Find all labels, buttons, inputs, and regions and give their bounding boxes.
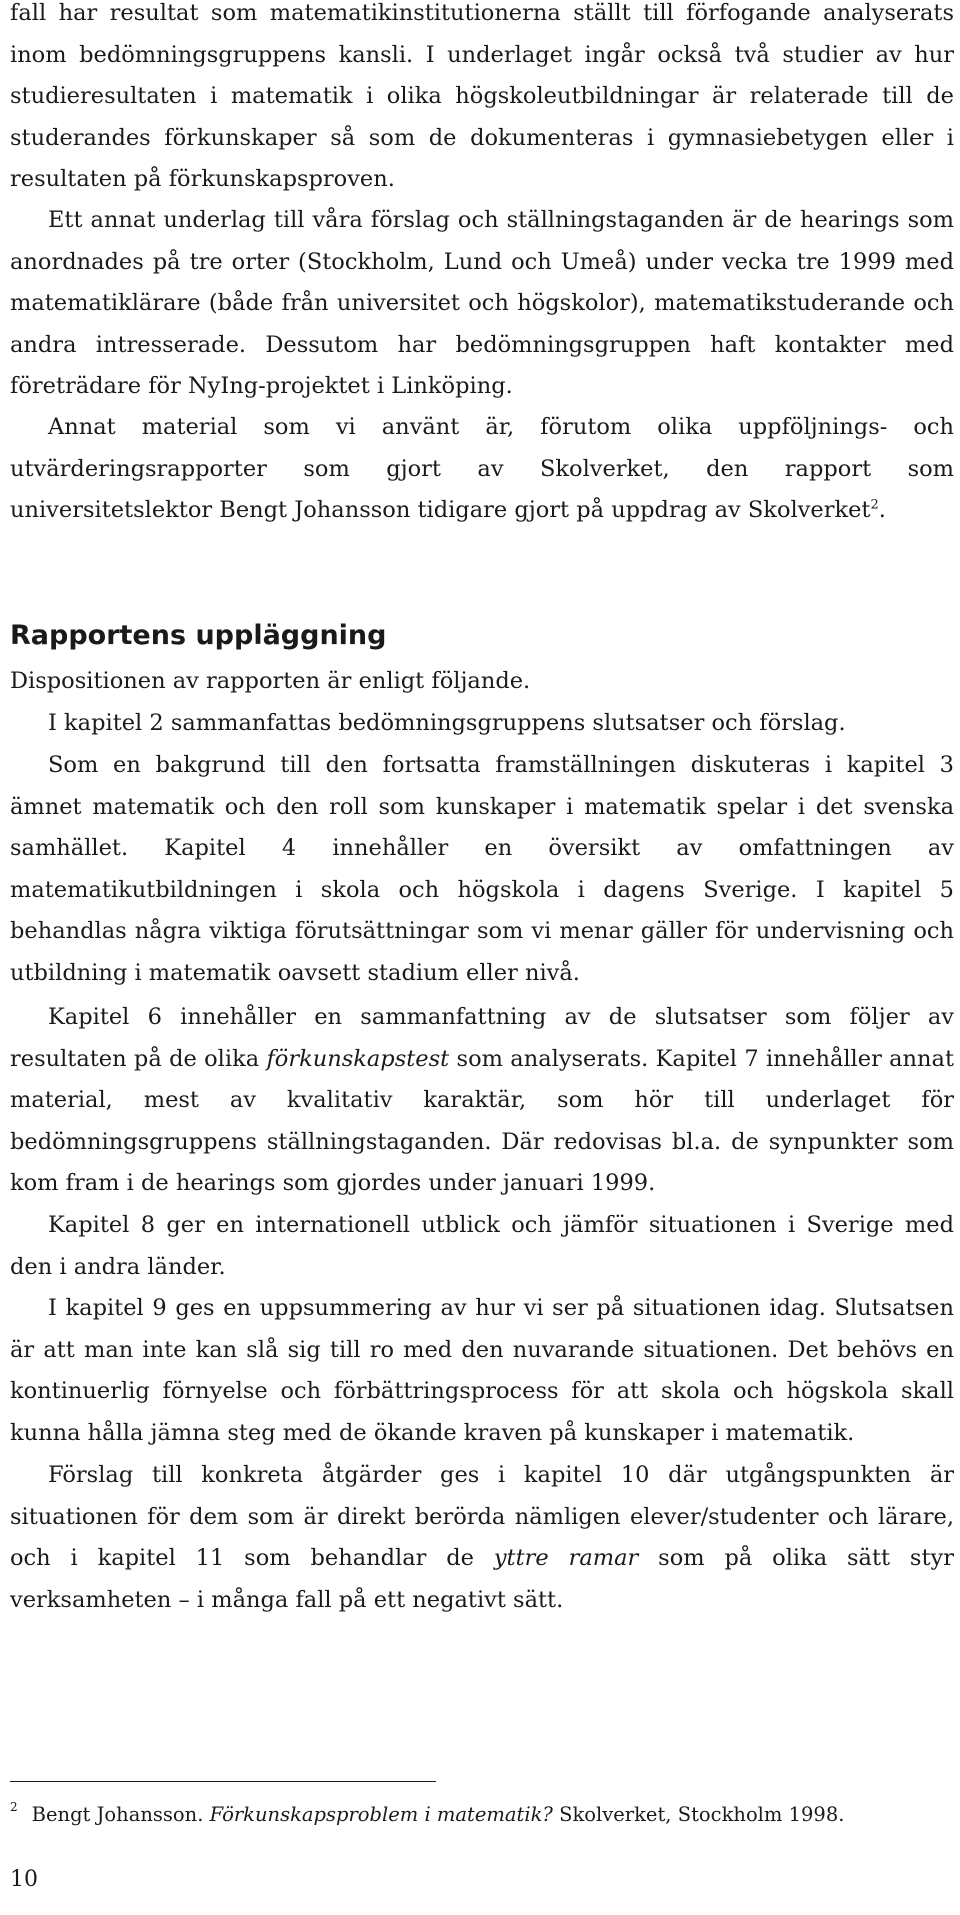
footnote-number: 2 (10, 1799, 18, 1814)
page-number: 10 (10, 1867, 38, 1892)
body-paragraph: I kapitel 9 ges en uppsummering av hur vi ser på situationen idag. Slutsatsen är att man inte kan slå sig till ro med den nuvarande situationen. Det behövs en kontinuerlig förnyelse och förbättringsprocess för att skola och högskola skall kunna hålla jämna steg med de ökande kraven på kunskaper i matematik. (10, 1295, 954, 1446)
footnote-title: Förkunskapsproblem i matematik? (209, 1803, 553, 1826)
body-paragraph: fall har resultat som matematikinstitutionerna ställt till förfogande analyserats inom bedömningsgruppens kansli. I underlaget ingår också två studier av hur studieresultaten i matematik i olika högskoleutbildningar är relaterade till de studerandes förkunskaper så som de dokumenteras i gymnasiebetygen eller i resultaten på förkunskapsproven. (10, 0, 954, 192)
body-paragraph: Ett annat underlag till våra förslag och ställningstaganden är de hearings som anordnades på tre orter (Stockholm, Lund och Umeå) under vecka tre 1999 med matematiklärare (både från universitet och högskolor), matematikstuderande och andra intresserade. Dessutom har bedömningsgruppen haft kontakter med företrädare för NyIng-projektet i Linköping. (10, 207, 954, 399)
section-heading: Rapportens uppläggning (10, 620, 387, 651)
body-paragraph: Förslag till konkreta åtgärder ges i kapitel 10 där utgångspunkten är situationen för dem som är direkt berörda nämligen elever/studenter och lärare, och i kapitel 11 som behandlar de yttre ramar som på olika sätt styr verksamheten – i många fall på ett negativt sätt. (10, 1462, 954, 1613)
footnote-reference: 2 (870, 497, 879, 513)
body-paragraph: Annat material som vi använt är, förutom olika uppföljnings- och utvärderingsrapporter som gjort av Skolverket, den rapport som universitetslektor Bengt Johansson tidigare gjort på uppdrag av Skolverket$^2$. (10, 414, 954, 523)
emphasis-term: yttre ramar (493, 1545, 639, 1571)
body-paragraph: Kapitel 6 innehåller en sammanfattning av de slutsatser som följer av resultaten på de olika förkunskapstest som analyserats. Kapitel 7 innehåller annat material, mest av kvalitativ karaktär, som hör till underlaget för bedömningsgruppens ställningstaganden. Där redovisas bl.a. de synpunkter som kom fram i de hearings som gjordes under januari 1999. (10, 1004, 954, 1196)
footnote: $^2$ Bengt Johansson. Förkunskapsproblem i matematik? Skolverket, Stockholm 1998. (10, 1799, 845, 1826)
body-paragraph: Som en bakgrund till den fortsatta framställningen diskuteras i kapitel 3 ämnet matematik och den roll som kunskaper i matematik spelar i det svenska samhället. Kapitel 4 innehåller en översikt av omfattningen av matematikutbildningen i skola och högskola i dagens Sverige. I kapitel 5 behandlas några viktiga förutsättningar som vi menar gäller för undervisning och utbildning i matematik oavsett stadium eller nivå. (10, 752, 954, 986)
body-paragraph: Dispositionen av rapporten är enligt följande. (10, 668, 531, 694)
footnote-divider (10, 1781, 436, 1782)
body-paragraph: I kapitel 2 sammanfattas bedömningsgruppens slutsatser och förslag. (48, 710, 846, 736)
body-paragraph: Kapitel 8 ger en internationell utblick och jämför situationen i Sverige med den i andra länder. (10, 1212, 954, 1280)
emphasis-term: förkunskapstest (266, 1045, 450, 1072)
